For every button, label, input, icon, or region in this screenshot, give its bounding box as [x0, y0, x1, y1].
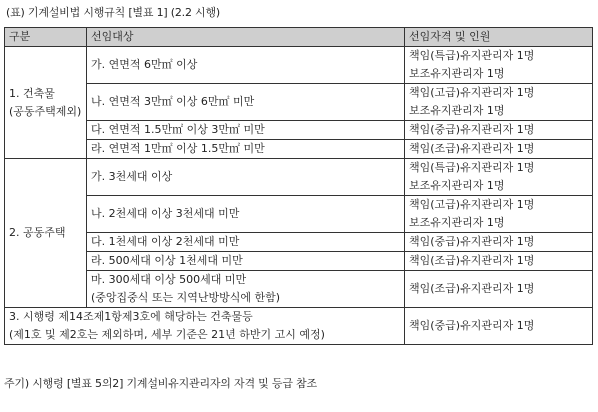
qualification-cell: 책임(특급)유지관리자 1명 보조유지관리자 1명: [405, 47, 593, 84]
target-cell: 마. 300세대 이상 500세대 미만 (중앙집중식 또는 지역난방방식에 한함): [87, 271, 405, 308]
header-qualification: 선임자격 및 인원: [405, 28, 593, 47]
qualification-cell: 책임(조급)유지관리자 1명: [405, 140, 593, 159]
category-cell-building: [5, 47, 87, 159]
qualification-cell: 책임(고급)유지관리자 1명 보조유지관리자 1명: [405, 84, 593, 121]
target-cell: 라. 연면적 1만㎡ 이상 1.5만㎡ 미만: [87, 140, 405, 159]
table-row: [5, 140, 593, 159]
footnote: 주기) 시행령 [별표 5의2] 기계설비유지관리자의 자격 및 등급 참조: [4, 377, 317, 390]
category-line: 2. 공동주택: [9, 226, 66, 239]
document-title: (표) 기계설비법 시행규칙 [별표 1] (2.2 시행): [6, 6, 220, 19]
target-cell: 라. 500세대 이상 1천세대 미만: [87, 252, 405, 271]
header-target: 선임대상: [87, 28, 405, 47]
table-row: [5, 308, 593, 345]
qualification-cell: 책임(중급)유지관리자 1명: [405, 121, 593, 140]
target-cell: 가. 3천세대 이상: [87, 159, 405, 196]
target-cell: 다. 연면적 1.5만㎡ 이상 3만㎡ 미만: [87, 121, 405, 140]
qualification-cell: 책임(조급)유지관리자 1명: [405, 271, 593, 308]
category-cell-designated-building: 3. 시행령 제14조제1항제3호에 해당하는 건축물등 (제1호 및 제2호는 제외하며, 세부 기준은 21년 하반기 고시 예정): [5, 308, 405, 345]
table-row: [5, 196, 593, 233]
qualification-cell: 책임(중급)유지관리자 1명: [405, 308, 593, 345]
qualification-cell: 책임(중급)유지관리자 1명: [405, 233, 593, 252]
regulation-table: [4, 27, 593, 345]
target-cell: 나. 연면적 3만㎡ 이상 6만㎡ 미만: [87, 84, 405, 121]
table-header-row: [5, 28, 593, 47]
category-cell-apartment: [5, 159, 87, 308]
category-line: (공동주택제외): [9, 104, 82, 118]
table-row: [5, 84, 593, 121]
target-cell: 나. 2천세대 이상 3천세대 미만: [87, 196, 405, 233]
category-line: 1. 건축물: [9, 86, 55, 100]
table-row: [5, 233, 593, 252]
table-row: [5, 159, 593, 196]
table-row: [5, 252, 593, 271]
table-row: [5, 47, 593, 84]
qualification-cell: 책임(고급)유지관리자 1명 보조유지관리자 1명: [405, 196, 593, 233]
table-row: [5, 271, 593, 308]
qualification-cell: 책임(조급)유지관리자 1명: [405, 252, 593, 271]
header-category: 구분: [5, 28, 87, 47]
target-cell: 가. 연면적 6만㎡ 이상: [87, 47, 405, 84]
target-cell: 다. 1천세대 이상 2천세대 미만: [87, 233, 405, 252]
qualification-cell: 책임(특급)유지관리자 1명 보조유지관리자 1명: [405, 159, 593, 196]
table-row: [5, 121, 593, 140]
